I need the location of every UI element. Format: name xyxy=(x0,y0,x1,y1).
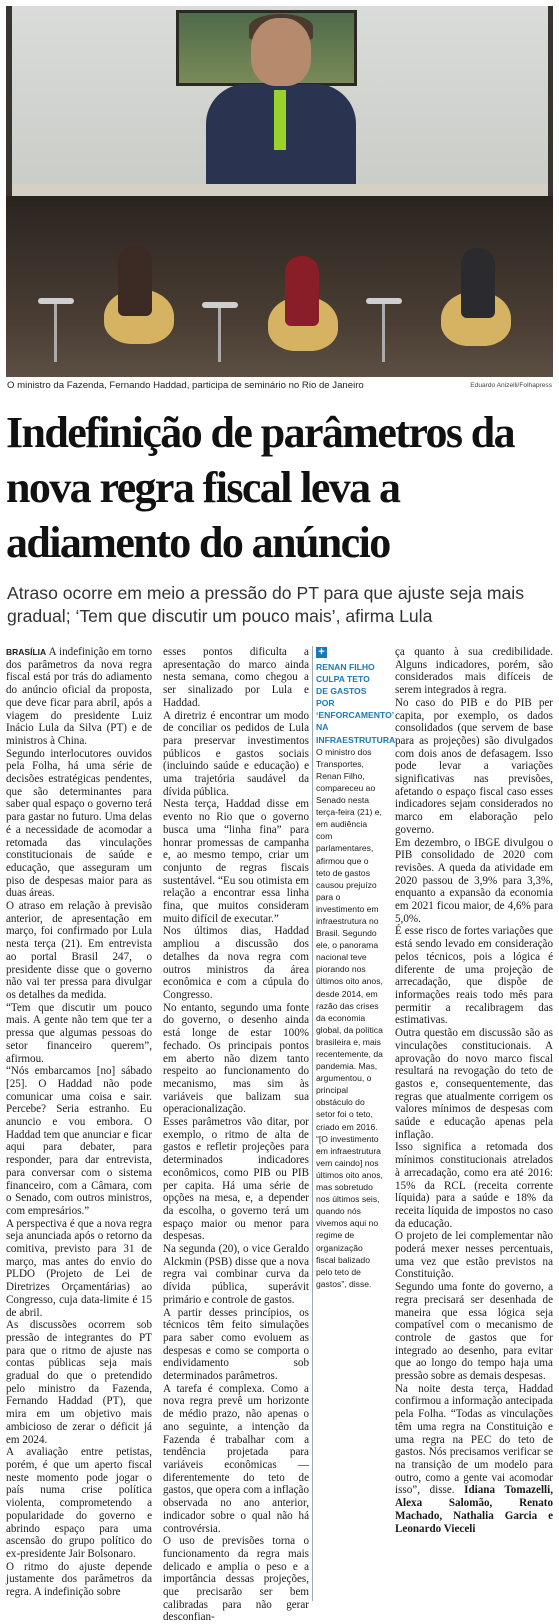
article-paragraph: Em dezembro, o IBGE divulgou o PIB consolidado de 2020 com revisões. A queda da atividade em 2020 passou de 3,9% para 3,3%, enquanto a expansão da economia em 2021 ficou maior, de 4,6% para 5,0%. xyxy=(395,836,553,925)
article-paragraph: BRASÍLIA A indefinição em torno dos parâmetros da nova regra fiscal está por trás do adiamento do anúncio oficial da proposta, que deve ficar para abril, após a viagem do presidente Luiz Inácio Lula da Silva (PT) e de ministros à China. xyxy=(6,646,152,747)
article-paragraph: Esses parâmetros vão ditar, por exemplo, o ritmo de alta de gastos e refletir projeções para determinados indicadores econômicos, como PIB ou PIB per capita. Há uma série de opções na mesa, e, a depender da escolha, o governo terá um espaço maior ou menor para despesas. xyxy=(163,1116,309,1243)
sidebar-body: O ministro dos Transportes, Renan Filho, compareceu ao Senado nesta terça-feira (21) e, em audiência com parlamentares, afirmou que o teto de gastos causou prejuízo para o investimento em infraestrutura no Brasil. Segundo ele, o panorama nacional teve piorando nos últimos oito anos, desde 2014, em razão das crises da economia global, da política brasileira e, mais recentemente, da pandemia. Mas, argumentou, o principal obstáculo do setor foi o teto, criado em 2016. “[O investimento em infraestrutura vem caindo] nos últimos oito anos, mas sobretudo nos últimos seis, quando nós vivemos aqui no regime de organização fiscal balizado pelo teto de gastos”, disse. xyxy=(316,746,383,1289)
article-paragraph: Na segunda (20), o vice Geraldo Alckmin (PSB) disse que a nova regra vai combinar curva da dívida pública, superávit primário e controle de gastos. xyxy=(163,1243,309,1306)
side-table-1-leg xyxy=(54,304,57,362)
article-paragraph: O projeto de lei complementar não poderá mexer nesses percentuais, uma vez que estão previstos na Constituição. xyxy=(395,1230,553,1281)
article-paragraph: As discussões ocorrem sob pressão de integrantes do PT para que o ritmo de ajuste nas contas públicas seja mais gradual do que o pretendido pelo ministro da Fazenda, Fernando Haddad (PT), que mira em um objetivo mais ambicioso de zerar o déficit já em 2024. xyxy=(6,1319,152,1446)
caption-text: O ministro da Fazenda, Fernando Haddad, participa de seminário no Rio de Janeiro xyxy=(7,380,364,391)
article-paragraph: esses pontos dificulta a apresentação do marco ainda nesta semana, como chegou a ser sinalizado por Lula e Haddad. xyxy=(163,646,309,709)
dateline: BRASÍLIA xyxy=(6,647,47,657)
speaker-tie xyxy=(274,90,286,150)
article-paragraph: O ritmo do ajuste depende justamente dos parâmetros da regra. A indefinição sobre xyxy=(6,1560,152,1599)
photo-credit: Eduardo Anizelli/Folhapress xyxy=(470,382,552,389)
article-paragraph: Segundo interlocutores ouvidos pela Folha, há uma série de decisões estratégicas pendentes, que são determinantes para saber qual espaço o governo terá para gastar no futuro. Uma delas é a necessidade de acomodar a retomada das vinculações constitucionais de saúde e educação, que asseguram um piso de despesas maior para as duas áreas. xyxy=(6,747,152,900)
side-table-3-leg xyxy=(382,304,385,362)
article-paragraph: A diretriz é encontrar um modo de conciliar os pedidos de Lula para preservar investimentos públicos e gastos sociais (incluindo saúde e educação) e uma trajetória saudável da dívida pública. xyxy=(163,709,309,798)
panelist-center xyxy=(285,256,319,326)
sidebar-rule xyxy=(312,646,313,1601)
subheadline: Atraso ocorre em meio a pressão do PT para que ajuste seja mais gradual; ‘Tem que discutir um pouco mais’, afirma Lula xyxy=(7,583,524,626)
article-paragraph: Nos últimos dias, Haddad ampliou a discussão dos detalhes da nova regra com outros ministros da área econômica e com a cúpula do Congresso. xyxy=(163,925,309,1001)
sidebar-title: RENAN FILHO CULPA TETO DE GASTOS POR ‘ENFORCAMENTO’ NA INFRAESTRUTURA xyxy=(316,662,396,745)
article-paragraph: É esse risco de fortes variações que está sendo levado em consideração pelos técnicos, pois a lógica é diferente de uma projeção de arrecadação, que dispõe de informações reais todo mês para permitir a recalibragem das estimativas. xyxy=(395,925,553,1027)
article-paragraph: No entanto, segundo uma fonte do governo, o desenho ainda está longe de estar 100% fechado. Os principais pontos em aberto não dizem tanto respeito ao funcionamento do mecanismo, mas sim às variáveis que balizam sua operacionalização. xyxy=(163,1001,309,1116)
article-paragraph: A partir desses princípios, os técnicos têm feito simulações para saber como evoluem as despesas e como se comporta o endividamento sob determinados parâmetros. xyxy=(163,1306,309,1383)
article-paragraph: No caso do PIB e do PIB per capita, por exemplo, os dados consolidados (que servem de base para as projeções) são divulgados com dois anos de defasagem. Isso pode levar a variações significativas nas previsões, afetando o espaço fiscal caso esses indicadores sejam considerados no marco em elaboração pelo governo. xyxy=(395,696,553,836)
article-paragraph: O atraso em relação à previsão anterior, de apresentação em março, foi confirmado por Lula nesta terça (21). Em entrevista ao portal Brasil 247, o presidente disse que o governo não vai ter pressa para divulgar os detalhes da medida. xyxy=(6,900,152,1001)
article-column-4 xyxy=(395,646,553,1601)
panelist-left xyxy=(118,246,152,316)
byline: Idiana Tomazelli, Alexa Salomão, Renato Machado, Nathalia Garcia e Leonardo Vieceli xyxy=(395,1484,553,1535)
article-paragraph: “Nós embarcamos [no] sábado [25]. O Haddad não pode comunicar uma coisa e sair. Percebe? Seria estranho. Eu anuncio e vou embora. O Haddad tem que anunciar e ficar aqui para debater, para responder, para dar entrevista, para conversar com o sistema financeiro, com a Câmara, com o Senado, com outros ministros, com empresários.” xyxy=(6,1065,152,1217)
article-column-2 xyxy=(163,646,309,1624)
article-paragraph: Na noite desta terça, Haddad confirmou a informação antecipada pela Folha. “Todas as vinculações têm uma regra na Constituição e uma regra na PEC do teto de gastos. Nós precisamos verificar se na transição de um modelo para outro, como a gente vai acomodar isso”, disse. Idiana Tomazelli, Alexa Salomão, Renato Machado, Nathalia Garcia e Leonardo Vieceli xyxy=(395,1382,553,1535)
article-paragraph: Outra questão em discussão são as vinculações constitucionais. A aprovação do novo marco fiscal resultará na revogação do teto de gastos e, consequentemente, das regras que atualmente corrigem os valores mínimos de despesas com saúde e educação apenas pela inflação. xyxy=(395,1027,553,1141)
article-photo xyxy=(6,6,553,377)
sidebar-box xyxy=(316,646,396,1601)
article-paragraph: A perspectiva é que a nova regra seja anunciada após o retorno da comitiva, previsto para 31 de março, mas antes do envio do PLDO (Projeto de Lei de Diretrizes Orçamentárias) ao Congresso, cuja data-limite é 15 de abril. xyxy=(6,1217,152,1319)
speaker-head xyxy=(251,18,311,86)
side-table-2-leg xyxy=(218,308,221,362)
article-paragraph: Segundo uma fonte do governo, a regra precisará ser desenhada de maneira que essa lógica seja compatível com o mecanismo de controle de gastos que for integrado ao desenho, para evitar que ao longo do tempo haja uma pressão sobre as demais despesas. xyxy=(395,1281,553,1383)
article-paragraph: O uso de previsões torna o funcionamento da regra mais delicado e amplia o peso e a importância dessas projeções, que precisarão ser bem calibradas para não gerar desconfian- xyxy=(163,1535,309,1624)
article-paragraph: A avaliação entre petistas, porém, é que um aperto fiscal neste momento pode jogar o país numa crise política violenta, comprometendo a popularidade do governo e abrindo espaço para uma ascensão do grupo político do ex-presidente Jair Bolsonaro. xyxy=(6,1446,152,1560)
article-paragraph: A tarefa é complexa. Como a nova regra prevê um horizonte de médio prazo, não apenas o ano seguinte, a intenção da Fazenda é trabalhar com a tendência projetada para variáveis econômicas — diferentemente do teto de gastos, que opera com a inflação observada no ano anterior, indicador sobre o qual não há controvérsia. xyxy=(163,1382,309,1535)
article-column-1 xyxy=(6,646,152,1601)
panelist-right xyxy=(461,248,495,318)
article-paragraph: Nesta terça, Haddad disse em evento no Rio que o governo busca uma “linha fina” para honrar promessas de campanha e, ao mesmo tempo, criar um conjunto de regras fiscais sustentável. “Eu sou otimista em relação a encontrar essa linha fina, que muitos consideram muito difícil de executar.” xyxy=(163,798,309,925)
article-paragraph: ça quanto à sua credibilidade. Alguns indicadores, porém, são considerados mais difíceis de serem integrados à regra. xyxy=(395,646,553,697)
article-paragraph: “Tem que discutir um pouco mais. A gente não tem que ter a pressa que algumas pessoas do setor financeiro querem”, afirmou. xyxy=(6,1001,152,1065)
headline: Indefinição de parâmetros da nova regra fiscal leva a adiamento do anúncio xyxy=(6,408,515,567)
article-paragraph: Isso significa a retomada dos mínimos constitucionais atrelados à arrecadação, como era até 2016: 15% da RCL (receita corrente líquida) para a saúde e 18% da receita líquida de impostos no caso da educação. xyxy=(395,1141,553,1230)
screen-desk xyxy=(12,184,548,196)
plus-icon: + xyxy=(316,647,327,658)
photo-caption xyxy=(7,379,552,393)
